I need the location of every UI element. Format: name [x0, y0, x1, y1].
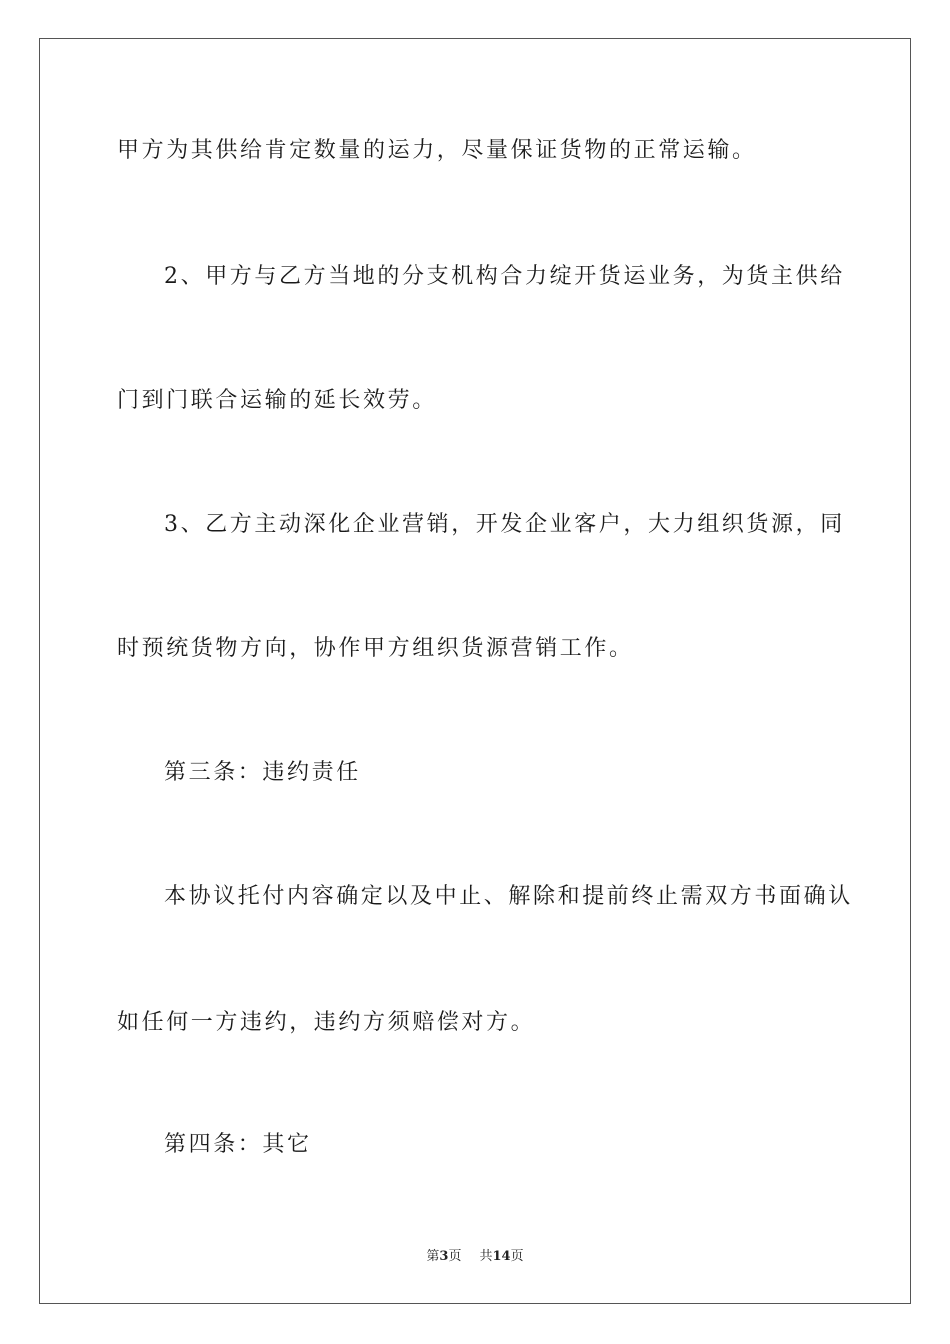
body-line-8: 如任何一方违约，违约方须赔偿对方。 [117, 1010, 536, 1035]
section-heading-4: 第四条：其它 [164, 1132, 312, 1157]
footer-page-prefix: 第 [426, 1249, 440, 1264]
footer-page-number: 3 [439, 1249, 449, 1264]
body-line-5: 时预统货物方向，协作甲方组织货源营销工作。 [117, 636, 634, 661]
footer-total-number: 14 [492, 1249, 511, 1264]
section-heading-3: 第三条：违约责任 [164, 760, 361, 785]
body-line-4: 3、乙方主动深化企业营销，开发企业客户，大力组织货源，同 [164, 512, 845, 537]
page-frame [39, 38, 911, 1304]
body-line-2: 2、甲方与乙方当地的分支机构合力绽开货运业务，为货主供给 [164, 264, 845, 289]
footer-total-prefix: 共 [479, 1249, 493, 1264]
body-line-1: 甲方为其供给肯定数量的运力，尽量保证货物的正常运输。 [117, 138, 757, 163]
body-line-3: 门到门联合运输的延长效劳。 [117, 388, 437, 413]
footer-page-suffix: 页 [448, 1249, 462, 1264]
page-footer [0, 1248, 950, 1266]
footer-total-suffix: 页 [510, 1249, 524, 1264]
body-line-7: 本协议托付内容确定以及中止、解除和提前终止需双方书面确认 [164, 884, 853, 909]
